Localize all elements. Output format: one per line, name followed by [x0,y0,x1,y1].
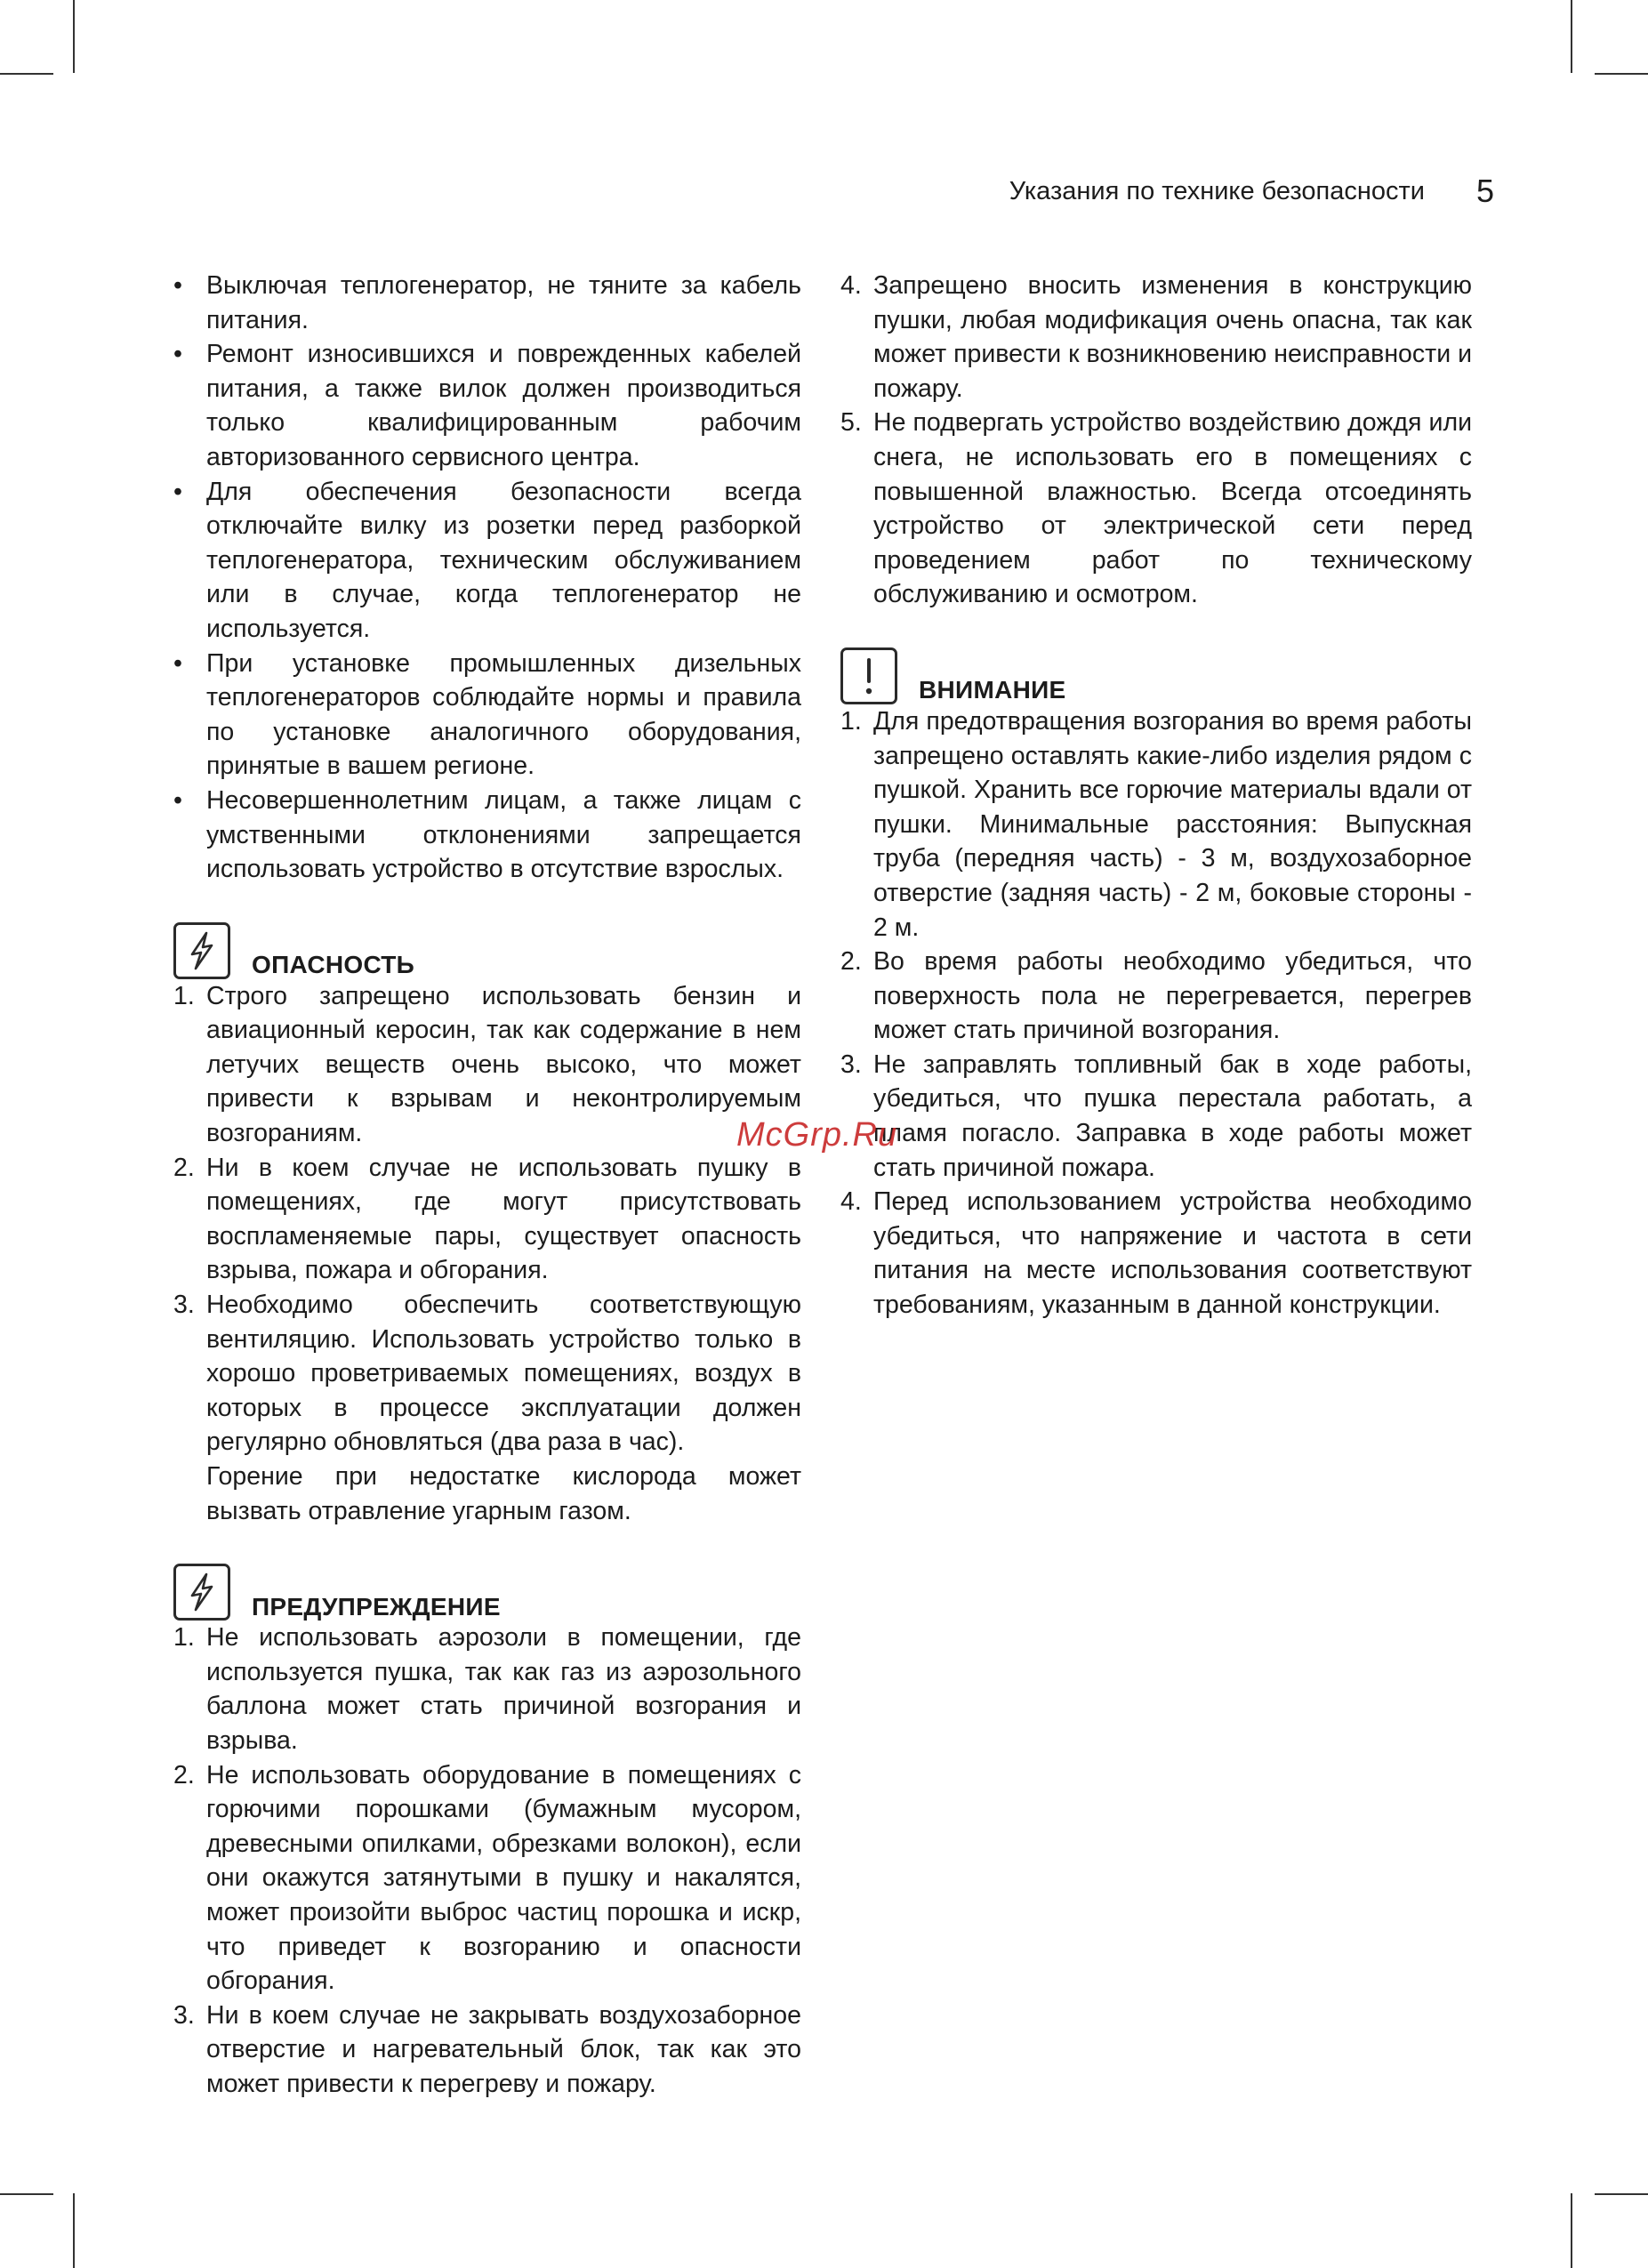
item-number: 3. [173,2000,195,2030]
item-text: Не заправлять топливный бак в ходе работы, убедиться, что пушка перестала работать, а пламя погасло. Заправка в ходе работы может стать причиной пожара. [873,1050,1472,1182]
list-item [173,1758,801,1999]
list-item [840,945,1472,1048]
item-text: Ни в коем случае не использовать пушку в помещениях, где могут присутствовать воспламеняемые пары, существует опасность взрыва, пожара и обгорания. [206,1153,801,1285]
item-number: 2. [840,947,862,977]
attention-list [840,704,1472,1323]
crop-mark [1571,2193,1572,2268]
item-text: Ни в коем случае не закрывать воздухозаборное отверстие и нагревательный блок, так как это может привести к перегреву и пожару. [206,2000,801,2098]
bullet-item: • Несовершеннолетним лицам, а также лицам с умственными отклонениями запрещается использовать устройство в отсутствие взрослых. [173,784,801,887]
crop-mark [73,0,75,73]
list-item [173,1621,801,1757]
page-number: 5 [1475,173,1494,209]
exclamation-icon [840,647,897,704]
item-text: Не подвергать устройство воздействию дождя или снега, не использовать его в помещениях с повышенной влажностью. Всегда отсоединять устройство от электрической сети перед проведением работ по техническому обслуживанию и осмотром. [873,408,1472,609]
item-text: Необходимо обеспечить соответствующую вентиляцию. Использовать устройство только в хорошо проветриваемых помещениях, воздух в которых в процессе эксплуатации должен регулярно обновляться (два раза в час). [206,1291,801,1457]
attention-heading [840,646,1472,704]
right-column [840,269,1472,1323]
warning-heading [173,1562,801,1621]
warning-list [173,1621,801,2101]
list-item [840,406,1472,612]
item-text: Запрещено вносить изменения в конструкцию пушки, любая модификация очень опасна, так как может привести к возникновению неисправности и пожару. [873,271,1472,403]
item-text: Не использовать оборудование в помещениях с горючими порошками (бумажным мусором, древесными опилками, обрезками волокон), если они окажутся затянутыми в пушку и накалятся, может произойти выброс частиц порошка и искр, что приведет к возгоранию и опасности обгорания. [206,1760,801,1996]
item-text: Для предотвращения возгорания во время работы запрещено оставлять какие-либо изделия рядом с пушкой. Хранить все горючие материалы вдали от пушки. Минимальные расстояния: Выпускная труба (передняя часть) - 3 м, воздухозаборное отверстие (задняя часть) - 2 м, боковые стороны - 2 м. [873,706,1472,942]
lightning-icon [173,1564,230,1621]
crop-mark [1571,0,1572,73]
warning-title: ПРЕДУПРЕЖДЕНИЕ [252,1592,501,1621]
item-number: 4. [840,1187,862,1217]
item-number: 1. [173,981,195,1010]
safety-bullet-list [173,269,801,887]
bullet-item: • Ремонт износившихся и поврежденных кабелей питания, а также вилок должен производиться только квалифицированным рабочим авторизованного сервисного центра. [173,337,801,474]
item-text: Не использовать аэрозоли в помещении, где используется пушка, так как газ из аэрозольного баллона может стать причиной возгорания и взрыва. [206,1623,801,1755]
running-header [889,169,1494,213]
watermark: McGrp.Ru [736,1116,898,1154]
crop-mark [0,2193,53,2195]
left-column [173,269,801,2102]
list-item [173,979,801,1151]
list-item [840,1185,1472,1322]
item-number: 3. [840,1050,862,1079]
list-item [173,1288,801,1528]
crop-mark [73,2193,75,2268]
danger-heading [173,921,801,979]
list-item [840,269,1472,406]
danger-list [173,979,801,1529]
item-number: 4. [840,271,862,300]
lightning-icon [173,922,230,979]
item-number: 2. [173,1153,195,1182]
item-text: Перед использованием устройства необходимо убедиться, что напряжение и частота в сети питания на месте использования соответствуют требованиям, указанным в данной конструкции. [873,1187,1472,1320]
crop-mark [1595,2193,1648,2195]
item-number: 5. [840,408,862,438]
bullet-item: • Для обеспечения безопасности всегда отключайте вилку из розетки перед разборкой теплогенератора, техническим обслуживанием или в случае, когда теплогенератор не используется. [173,475,801,647]
crop-mark [1595,73,1648,75]
item-number: 2. [173,1760,195,1789]
attention-title: ВНИМАНИЕ [919,676,1066,704]
item-text: Во время работы необходимо убедиться, что поверхность пола не перегревается, перегрев может стать причиной возгорания. [873,947,1472,1045]
item-text: Строго запрещено использовать бензин и авиационный керосин, так как содержание в нем летучих веществ очень высоко, что может привести к взрывам и неконтролируемым возгораниям. [206,981,801,1148]
bullet-item: • Выключая теплогенератор, не тяните за кабель питания. [173,269,801,337]
item-number: 1. [840,706,862,736]
list-item [173,1999,801,2102]
item-extra-text: Горение при недостатке кислорода может вызвать отравление угарным газом. [206,1462,801,1525]
danger-title: ОПАСНОСТЬ [252,951,415,979]
item-number: 1. [173,1623,195,1653]
continued-danger-list [840,269,1472,612]
header-title: Указания по технике безопасности [1009,176,1425,205]
list-item [840,1048,1472,1185]
list-item [840,704,1472,945]
list-item [173,1151,801,1288]
item-number: 3. [173,1291,195,1320]
bullet-item: • При установке промышленных дизельных теплогенераторов соблюдайте нормы и правила по установке аналогичного оборудования, принятые в вашем регионе. [173,647,801,784]
crop-mark [0,73,53,75]
